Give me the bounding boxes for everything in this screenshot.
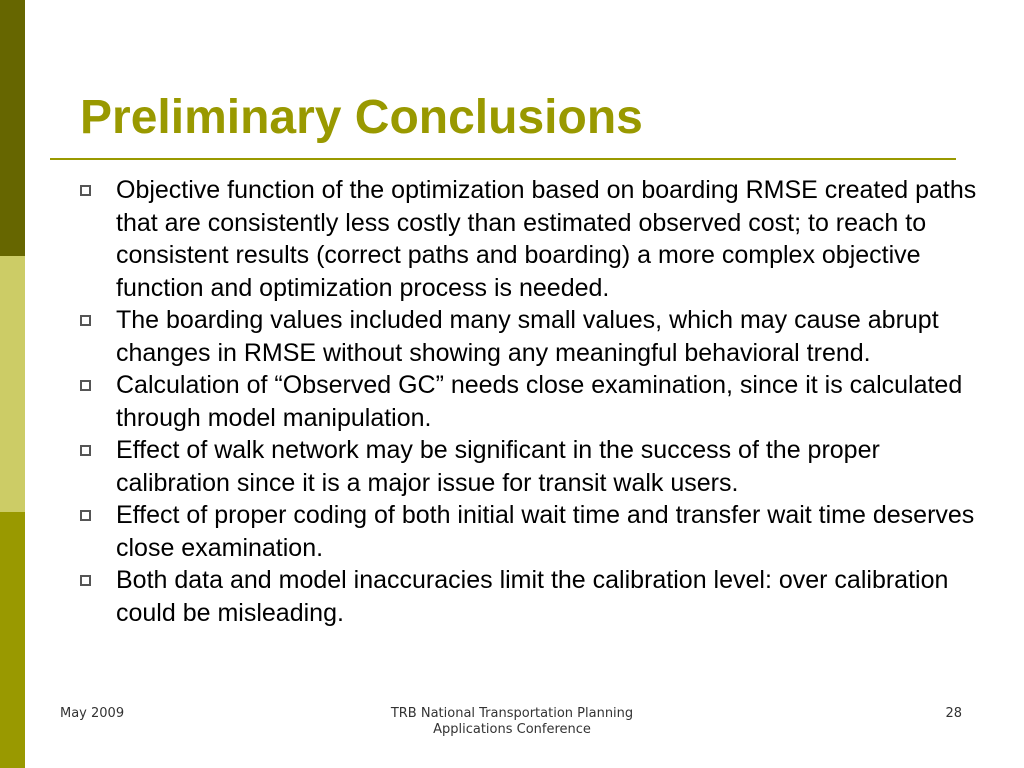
sidebar-segment-bottom (0, 512, 25, 768)
sidebar-segment-top (0, 0, 25, 256)
hollow-square-bullet-icon (80, 380, 91, 391)
bullet-item (80, 304, 980, 369)
footer-date: May 2009 (60, 706, 125, 721)
sidebar-segment-middle (0, 256, 25, 512)
footer-conference-line1: TRB National Transportation Planning (390, 706, 634, 721)
hollow-square-bullet-icon (80, 445, 91, 456)
slide-title: Preliminary Conclusions (80, 91, 643, 144)
bullet-text: Objective function of the optimization based on boarding RMSE created paths that are consistently less costly than estimated observed cost; to reach to consistent results (correct paths and boarding) a more complex objective function and optimization process is needed. (116, 176, 977, 302)
bullet-item (80, 369, 980, 434)
bullet-text: Effect of walk network may be significant in the success of the proper calibration since it is a major issue for transit walk users. (116, 436, 880, 497)
bullet-item (80, 499, 980, 564)
hollow-square-bullet-icon (80, 185, 91, 196)
title-divider (50, 158, 956, 160)
footer-conference (362, 706, 662, 738)
bullet-text: Both data and model inaccuracies limit the calibration level: over calibration could be misleading. (116, 566, 949, 627)
sidebar-decoration (0, 0, 25, 768)
hollow-square-bullet-icon (80, 315, 91, 326)
bullet-item (80, 564, 980, 629)
footer-conference-line2: Applications Conference (433, 722, 591, 737)
bullet-item (80, 434, 980, 499)
hollow-square-bullet-icon (80, 510, 91, 521)
bullet-list (80, 174, 980, 629)
bullet-text: The boarding values included many small values, which may cause abrupt changes in RMSE without showing any meaningful behavioral trend. (116, 306, 939, 367)
bullet-item (80, 174, 980, 304)
bullet-text: Calculation of “Observed GC” needs close examination, since it is calculated through model manipulation. (116, 371, 963, 432)
hollow-square-bullet-icon (80, 575, 91, 586)
page-number: 28 (945, 706, 962, 721)
bullet-text: Effect of proper coding of both initial wait time and transfer wait time deserves close examination. (116, 501, 975, 562)
